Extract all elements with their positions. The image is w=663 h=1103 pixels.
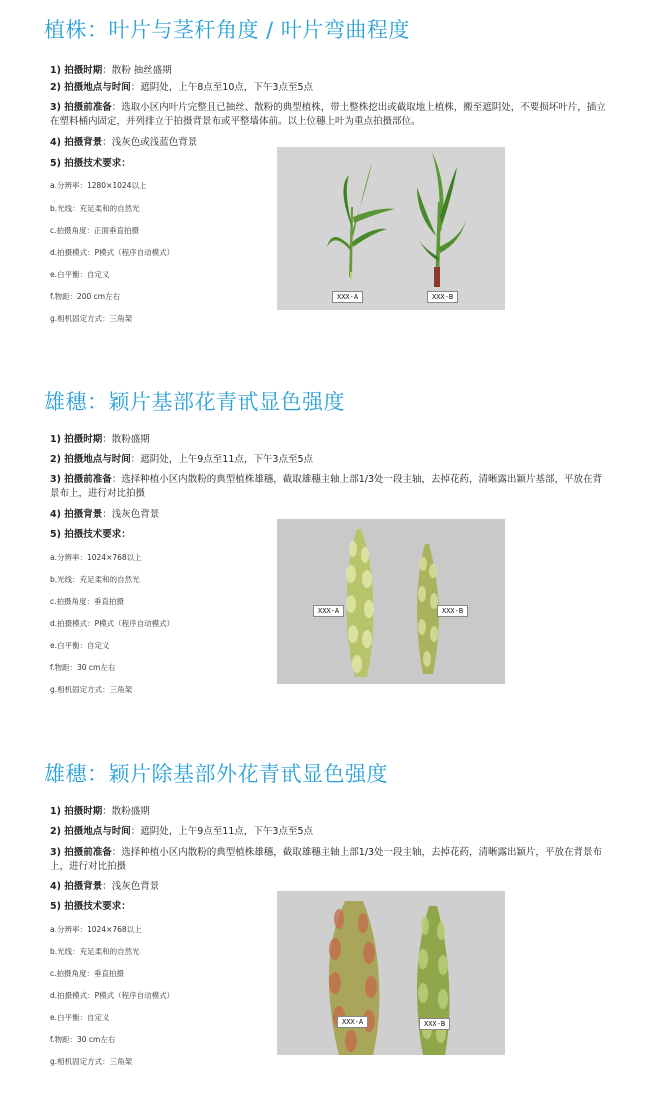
label: 4) 拍摄背景: [50, 137, 103, 148]
spec-item: g.相机固定方式：三角架: [50, 314, 133, 323]
tassel-photo: [277, 891, 505, 1055]
label: 5) 拍摄技术要求：: [50, 158, 131, 169]
label: 5) 拍摄技术要求：: [50, 901, 131, 912]
shooting-place-time: [50, 453, 313, 467]
plant-illustration: [277, 147, 505, 310]
technical-requirements-heading: [50, 900, 131, 914]
spec-item: d.拍摄模式：P模式（程序自动模式）: [50, 619, 175, 628]
shooting-period: [50, 64, 172, 78]
shooting-place-time: [50, 825, 313, 839]
label-a: XXX-A: [313, 605, 344, 617]
value: ：散粉盛期: [102, 434, 150, 445]
value: ：遮阴处，上午9点至11点，下午3点至5点: [130, 826, 313, 837]
tassel-illustration: [277, 519, 505, 684]
spec-item: c.拍摄角度：垂直拍摄: [50, 597, 125, 606]
shooting-background: [50, 880, 159, 894]
plant-photo: [277, 147, 505, 310]
tassel-illustration: [277, 891, 505, 1055]
spec-item: b.光线：充足柔和的自然光: [50, 204, 140, 213]
shooting-background: [50, 136, 197, 150]
value: ：浅灰色背景: [102, 881, 160, 892]
label-a: XXX-A: [337, 1016, 368, 1028]
spec-item: d.拍摄模式：P模式（程序自动模式）: [50, 991, 175, 1000]
label: 4) 拍摄背景: [50, 881, 103, 892]
section-tassel-glume-base: [0, 370, 663, 740]
section-tassel-glume-excluding-base: [0, 740, 663, 1103]
spec-item: f.物距：200 cm左右: [50, 292, 121, 301]
value: ：散粉盛期: [102, 806, 150, 817]
section-title: 植株：叶片与茎秆角度 / 叶片弯曲程度: [44, 18, 410, 42]
label-b: XXX-B: [427, 291, 458, 303]
section-title: 雄穗：颖片除基部外花青甙显色强度: [44, 762, 388, 786]
value: ：遮阴处，上午9点至11点，下午3点至5点: [130, 454, 313, 465]
label: 2) 拍摄地点与时间: [50, 82, 131, 93]
spec-item: a.分辨率：1024×768以上: [50, 925, 142, 934]
spec-item: f.物距：30 cm左右: [50, 663, 116, 672]
label-a: XXX-A: [332, 291, 363, 303]
spec-item: e.白平衡：自定义: [50, 1013, 110, 1022]
spec-item: b.光线：充足柔和的自然光: [50, 947, 140, 956]
label-b: XXX-B: [437, 605, 468, 617]
shooting-place-time: [50, 81, 313, 95]
shooting-preparation: [50, 846, 610, 874]
shooting-period: [50, 433, 150, 447]
technical-requirements-heading: [50, 157, 131, 171]
label-b: XXX-B: [419, 1018, 450, 1030]
technical-requirements-heading: [50, 528, 131, 542]
shooting-preparation: [50, 473, 610, 501]
value: ：遮阴处，上午8点至10点，下午3点至5点: [130, 82, 313, 93]
label: 1) 拍摄时期: [50, 806, 103, 817]
spec-item: b.光线：充足柔和的自然光: [50, 575, 140, 584]
label: 2) 拍摄地点与时间: [50, 826, 131, 837]
spec-item: a.分辨率：1024×768以上: [50, 553, 142, 562]
value: ：选取小区内叶片完整且已抽丝、散粉的典型植株，带土整株挖出或截取地上植株，搬至遮阴处，不要损坏叶片，插立在塑料桶内固定，并列排立于拍摄背景布或平整墙体前。以上位穗上叶为重点拍摄部位。: [50, 102, 606, 127]
spec-item: g.相机固定方式：三角架: [50, 1057, 133, 1066]
spec-item: a.分辨率：1280×1024以上: [50, 181, 147, 190]
spec-item: c.拍摄角度：垂直拍摄: [50, 969, 125, 978]
spec-item: d.拍摄模式：P模式（程序自动模式）: [50, 248, 175, 257]
label: 3) 拍摄前准备: [50, 102, 112, 113]
shooting-preparation: [50, 101, 610, 129]
label: 5) 拍摄技术要求：: [50, 529, 131, 540]
label: 2) 拍摄地点与时间: [50, 454, 131, 465]
spec-item: c.拍摄角度：正面垂直拍摄: [50, 226, 140, 235]
value: ：选择种植小区内散粉的典型植株雄穗，截取雄穗主轴上部1/3处一段主轴，去掉花药，清晰露出颖片，平放在背景布上，进行对比拍摄: [50, 847, 603, 872]
label: 3) 拍摄前准备: [50, 847, 112, 858]
label: 4) 拍摄背景: [50, 509, 103, 520]
shooting-background: [50, 508, 159, 522]
value: ：散粉 抽丝盛期: [102, 65, 172, 76]
spec-item: f.物距：30 cm左右: [50, 1035, 116, 1044]
tassel-b: [417, 906, 450, 1055]
label: 1) 拍摄时期: [50, 65, 103, 76]
section-plant-leaf-angle: [0, 0, 663, 370]
value: ：浅灰色背景: [102, 509, 160, 520]
value: ：选择种植小区内散粉的典型植株雄穗，截取雄穗主轴上部1/3处一段主轴，去掉花药，清晰露出颖片基部，平放在背景布上，进行对比拍摄: [50, 474, 603, 499]
shooting-period: [50, 805, 150, 819]
section-title: 雄穗：颖片基部花青甙显色强度: [44, 390, 345, 414]
tassel-photo: [277, 519, 505, 684]
label: 1) 拍摄时期: [50, 434, 103, 445]
label: 3) 拍摄前准备: [50, 474, 112, 485]
spec-item: e.白平衡：自定义: [50, 641, 110, 650]
value: ：浅灰色或浅蓝色背景: [102, 137, 198, 148]
spec-item: g.相机固定方式：三角架: [50, 685, 133, 694]
spec-item: e.白平衡：自定义: [50, 270, 110, 279]
